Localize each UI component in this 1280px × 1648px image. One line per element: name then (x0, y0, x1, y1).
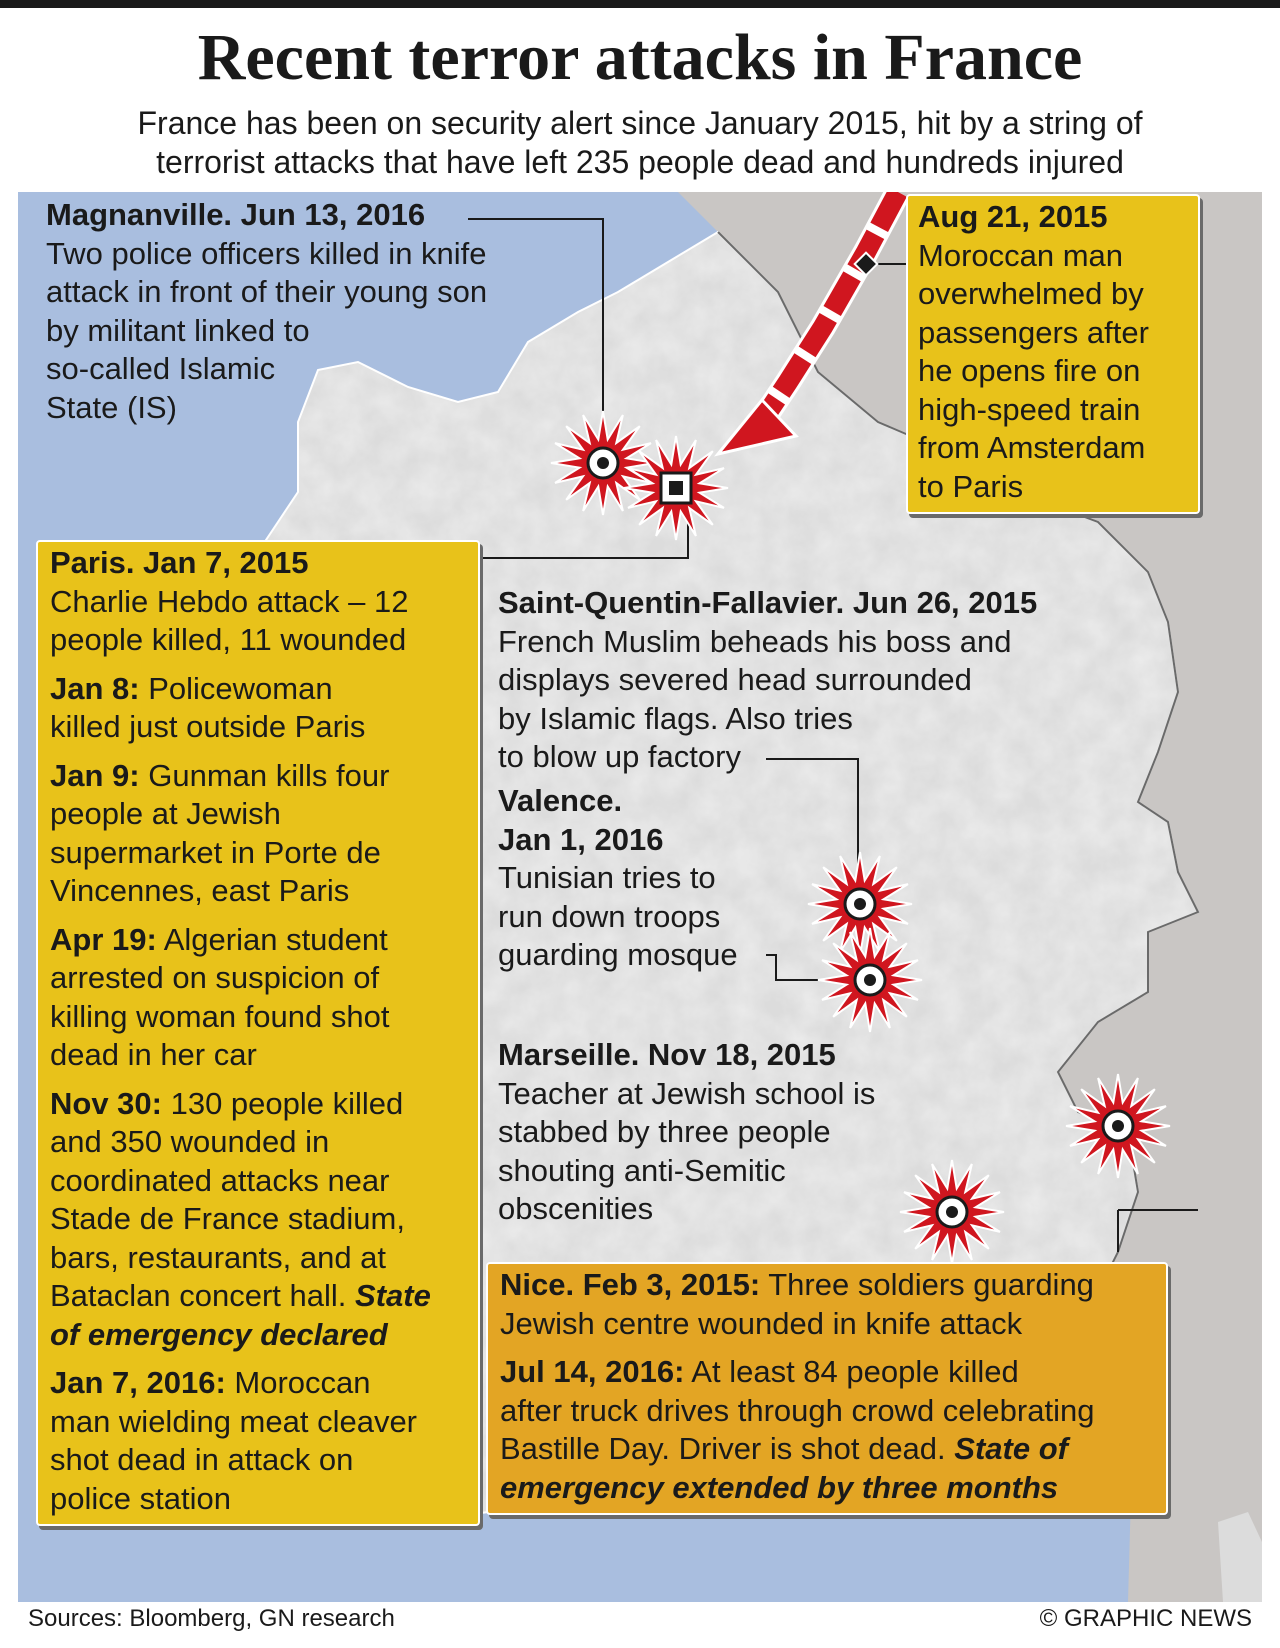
paris-entry-apr19 (50, 921, 468, 1075)
top-rule (0, 0, 1280, 8)
callout-magnanville (46, 196, 566, 427)
saint-quentin-line: by Islamic flags. Also tries (498, 700, 853, 736)
jul14-last-line: Bastille Day. Driver is shot dead. (500, 1431, 955, 1466)
feb3-text: Three soldiers guarding (760, 1267, 1094, 1302)
nov30-line: coordinated attacks near (50, 1162, 390, 1198)
valence-line: guarding mosque (498, 937, 738, 972)
callout-magnanville-heading: Magnanville. Jun 13, 2016 (46, 197, 426, 232)
callout-saint-quentin (498, 584, 1138, 777)
callout-train-box (906, 194, 1200, 514)
saint-quentin-line: displays severed head surrounded (498, 662, 972, 697)
sources-note: Sources: Bloomberg, GN research (28, 1605, 395, 1632)
credit-note: © GRAPHIC NEWS (1039, 1605, 1252, 1632)
jan8-line: killed just outside Paris (50, 709, 366, 744)
target-core (1112, 1120, 1124, 1132)
jan8-date: Jan 8: (50, 670, 140, 706)
jan9-text: Gunman kills four (139, 757, 390, 793)
jan7-2016-line: shot dead in attack on (50, 1442, 354, 1477)
jan7-2016-text: Moroccan (225, 1365, 371, 1400)
jan9-line: supermarket in Porte de (50, 834, 381, 870)
target-core (854, 898, 866, 910)
target-core (597, 457, 609, 469)
apr19-line: dead in her car (50, 1037, 257, 1072)
callout-magnanville-line: so-called Islamic (46, 351, 276, 386)
nov30-date: Nov 30: (50, 1085, 162, 1121)
jul14-emergency-note: State of (954, 1431, 1068, 1466)
callout-train-line: from Amsterdam (918, 430, 1146, 465)
subtitle-line-1: France has been on security alert since January 2015, hit by a string of (137, 105, 1143, 141)
nice-entry-jul14 (500, 1353, 1156, 1507)
magnanville-marker (551, 411, 655, 515)
callout-marseille (498, 1036, 938, 1229)
callout-paris-box (36, 540, 480, 1526)
apr19-line: arrested on suspicion of (50, 960, 380, 995)
marseille-heading: Marseille. Nov 18, 2015 (498, 1037, 836, 1072)
nice-entry-feb3 (500, 1266, 1156, 1343)
callout-train-line: overwhelmed by (918, 276, 1144, 311)
paris-entry-jan9 (50, 757, 468, 911)
marseille-line: obscenities (498, 1191, 654, 1226)
callout-nice-box (486, 1262, 1168, 1515)
subtitle-line-2: terrorist attacks that have left 235 people dead and hundreds injured (156, 144, 1124, 180)
callout-train-line: high-speed train (918, 391, 1141, 427)
nov30-line: Stade de France stadium, (50, 1201, 405, 1236)
target-core (864, 974, 876, 986)
jan7-2016-line: police station (50, 1480, 231, 1516)
callout-magnanville-line: attack in front of their young son (46, 274, 488, 309)
nov30-emergency-note: State (355, 1278, 431, 1313)
marseille-line: stabbed by three people (498, 1114, 831, 1149)
callout-valence (498, 782, 798, 975)
target-core (946, 1206, 958, 1218)
nov30-last-line: Bataclan concert hall. (50, 1278, 356, 1313)
valence-line: run down troops (498, 898, 721, 934)
paris-marker (624, 436, 728, 540)
valence-heading-1: Valence. (498, 783, 623, 818)
apr19-line: killing woman found shot (50, 998, 390, 1034)
paris-line: Charlie Hebdo attack – 12 (50, 583, 409, 619)
callout-train-line: passengers after (918, 314, 1149, 350)
paris-entry-jan8 (50, 670, 468, 747)
feb3-date: Nice. Feb 3, 2015: (500, 1267, 761, 1302)
saint-quentin-line: French Muslim beheads his boss and (498, 623, 1012, 659)
jan8-text: Policewoman (139, 670, 333, 706)
paris-heading: Paris. Jan 7, 2015 (50, 545, 309, 580)
jul14-line: after truck drives through crowd celebrating (500, 1392, 1095, 1428)
jan9-date: Jan 9: (50, 757, 140, 793)
paris-entry-jan7 (50, 544, 468, 660)
valence-heading-2: Jan 1, 2016 (498, 821, 664, 857)
jan7-2016-date: Jan 7, 2016: (50, 1365, 226, 1400)
nov30-line: and 350 wounded in (50, 1124, 330, 1159)
saint-quentin-heading: Saint-Quentin-Fallavier. Jun 26, 2015 (498, 585, 1038, 620)
nov30-line: bars, restaurants, and at (50, 1239, 387, 1275)
callout-magnanville-line: State (IS) (46, 389, 177, 425)
callout-train-heading: Aug 21, 2015 (918, 199, 1108, 234)
paris-entry-jan7-2016 (50, 1364, 468, 1518)
jul14-emergency-note-line2: emergency extended by three months (500, 1469, 1059, 1505)
saint-quentin-marker (808, 852, 912, 956)
feb3-line: Jewish centre wounded in knife attack (500, 1305, 1023, 1341)
nov30-emergency-note-line2: of emergency declared (50, 1316, 388, 1352)
jan9-line: Vincennes, east Paris (50, 873, 350, 908)
valence-marker (818, 928, 922, 1032)
valence-line: Tunisian tries to (498, 860, 716, 895)
subtitle (40, 104, 1240, 182)
square-target-core (669, 481, 683, 495)
callout-magnanville-line: by militant linked to (46, 312, 310, 348)
page-title: Recent terror attacks in France (197, 21, 1083, 94)
apr19-text: Algerian student (156, 921, 388, 957)
callout-train-line: Moroccan man (918, 237, 1124, 273)
callout-magnanville-line: Two police officers killed in knife (46, 235, 487, 271)
jul14-date: Jul 14, 2016: (500, 1354, 685, 1389)
callout-train-line: to Paris (918, 468, 1024, 504)
paris-entry-nov30 (50, 1085, 468, 1355)
jan7-2016-line: man wielding meat cleaver (50, 1403, 418, 1439)
apr19-date: Apr 19: (50, 921, 157, 957)
jan9-line: people at Jewish (50, 796, 281, 831)
callout-train-line: he opens fire on (918, 353, 1141, 388)
nov30-text: 130 people killed (161, 1085, 404, 1121)
marseille-line: shouting anti-Semitic (498, 1152, 786, 1188)
jul14-text: At least 84 people killed (684, 1354, 1019, 1389)
paris-line: people killed, 11 wounded (50, 622, 407, 657)
saint-quentin-line: to blow up factory (498, 739, 741, 774)
nice-marker (1066, 1074, 1170, 1178)
marseille-line: Teacher at Jewish school is (498, 1075, 876, 1111)
